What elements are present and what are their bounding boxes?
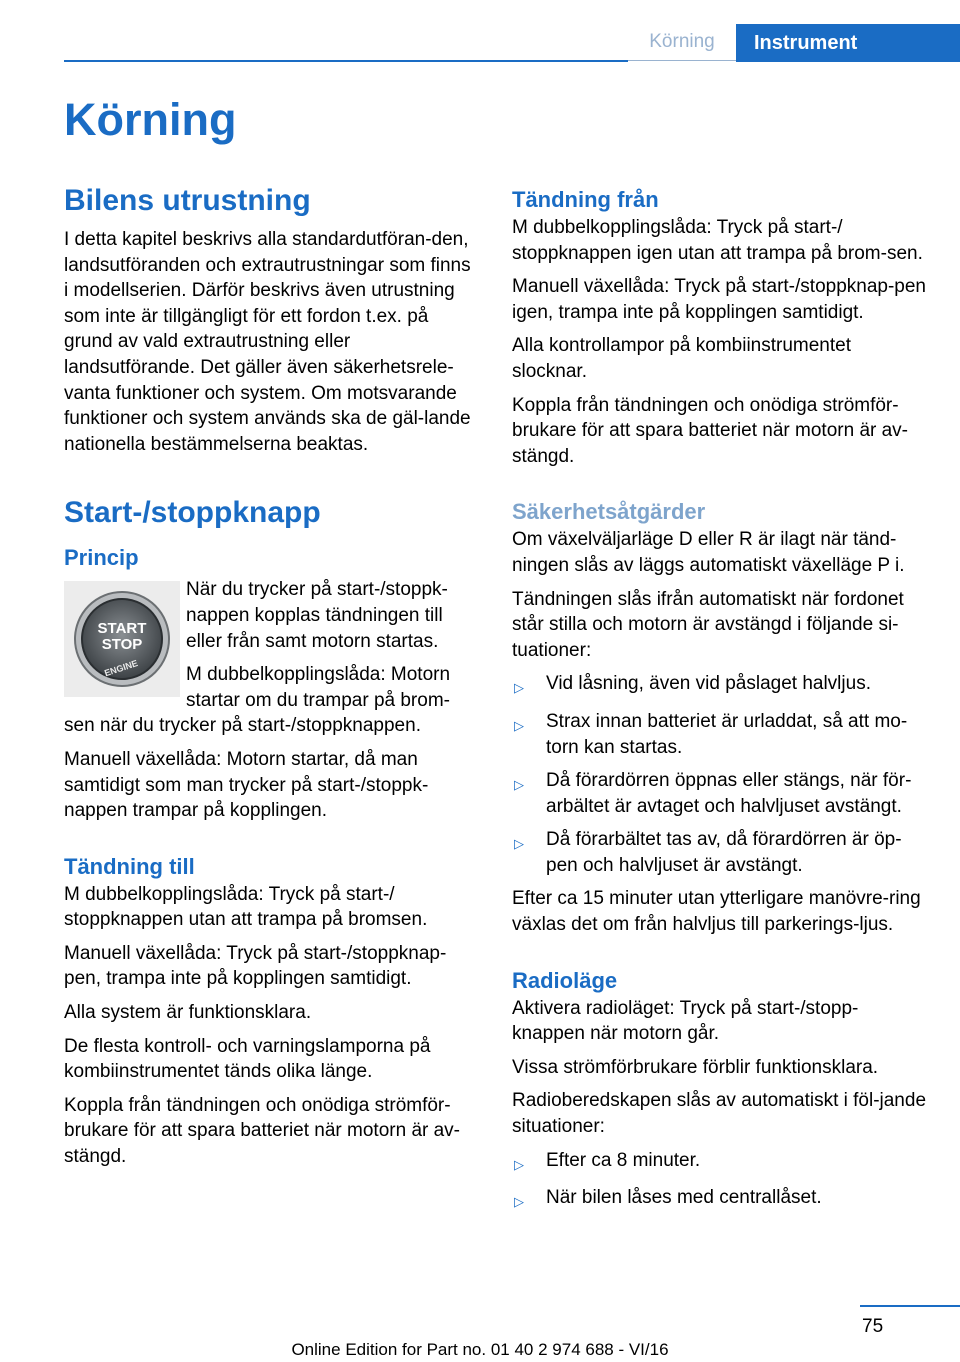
triangle-bullet-icon: ▷ (514, 1194, 524, 1210)
button-text-engine: ENGINE (103, 658, 140, 679)
list-item: ▷ Strax innan batteriet är urladdat, så att mo-torn kan startas. (512, 709, 928, 760)
paragraph: Manuell växellåda: Tryck på start-/stoppknap-pen igen, trampa inte på kopplingen samtidigt. (512, 276, 926, 323)
header-rule (64, 60, 628, 62)
header-tabs (628, 24, 960, 62)
paragraph: Aktivera radioläget: Tryck på start-/stopp-knappen när motorn går. (512, 997, 859, 1045)
list-item: ▷ Då förarbältet tas av, då förardörren är öp-pen och halvljuset är avstängt. (512, 827, 928, 878)
list-item: ▷ Efter ca 8 minuter. (512, 1148, 928, 1178)
subheading-sakerhet: Säkerhetsåtgärder (512, 499, 706, 525)
paragraph: Manuell växellåda: Tryck på start-/stoppknap-pen, trampa inte på kopplingen samtidigt. (64, 942, 447, 990)
paragraph: Vissa strömförbrukare förblir funktionsklara. (512, 1056, 879, 1078)
subheading-tandning-till: Tändning till (64, 853, 195, 879)
section-title-start-stop: Start-/stoppknapp (64, 496, 321, 530)
paragraph: M dubbelkopplingslåda: Tryck på start-/ stoppknappen igen utan att trampa på brom-sen. (512, 217, 923, 264)
tab-instrument[interactable]: Instrument (736, 24, 960, 62)
page-title: Körning (64, 94, 237, 145)
triangle-bullet-icon: ▷ (514, 1156, 524, 1172)
paragraph: M dubbelkopplingslåda: Tryck på start-/ stoppknappen utan att trampa på bromsen. (64, 883, 428, 931)
subheading-princip: Princip (64, 545, 139, 571)
paragraph: Manuell växellåda: Motorn startar, då man samtidigt som man trycker på start-/stoppk-nappen trampar på kopplingen. (64, 748, 429, 822)
paragraph: De flesta kontroll- och varningslamporna på kombiinstrumentet tänds olika länge. (64, 1035, 431, 1083)
triangle-bullet-icon: ▷ (514, 777, 524, 793)
list-item: ▷ Då förardörren öppnas eller stängs, när för-arbältet är avtaget och halvljuset avstängt. (512, 768, 928, 819)
button-text-stop: STOP (101, 636, 143, 654)
button-text-start: START (97, 620, 147, 638)
paragraph: Tändningen slås ifrån automatiskt när fordonet står stilla och motorn är avstängd i följande si-tuationer: (512, 588, 904, 661)
princip-block (64, 573, 480, 747)
tab-korning[interactable]: Körning (628, 24, 736, 61)
start-stop-button-icon (64, 581, 180, 697)
footer-edition: Online Edition for Part no. 01 40 2 974 688 - VI/16 (291, 1340, 669, 1359)
right-column (512, 185, 928, 1223)
bullet-list-sakerhet (512, 671, 928, 878)
subheading-radiolage: Radioläge (512, 967, 618, 993)
paragraph: I detta kapitel beskrivs alla standardutföran-den, landsutföranden och extrautrustningar som finns i modellserien. Därför beskrivs även utrustning som inte är tillgängligt för ett fordon t.ex. på grund av vald extrautrustning eller landsutförande. Det gäller även säkerhetsrele-vanta funktioner och system. Om motsvarande funktioner och system används ska de gäl-lande nationella bestämmelserna beaktas. (64, 229, 471, 455)
bullet-list-radio (512, 1148, 928, 1215)
triangle-bullet-icon: ▷ (514, 717, 524, 733)
paragraph: M dubbelkopplingslåda: Motorn startar om du trampar på brom-sen när du trycker på start-/stoppknappen. (64, 664, 451, 737)
list-item: ▷ När bilen låses med centrallåset. (512, 1185, 928, 1215)
page-number: 75 (862, 1316, 884, 1337)
triangle-bullet-icon: ▷ (514, 680, 524, 696)
footer-rule (860, 1305, 960, 1307)
paragraph: Radioberedskapen slås av automatiskt i föl-jande situationer: (512, 1090, 927, 1138)
subheading-tandning-fran: Tändning från (512, 187, 659, 212)
paragraph: Alla kontrollampor på kombiinstrumentet slocknar. (512, 335, 851, 382)
paragraph: Alla system är funktionsklara. (64, 1002, 312, 1024)
triangle-bullet-icon: ▷ (514, 836, 524, 852)
paragraph: Koppla från tändningen och onödiga strömför-brukare för att spara batteriet när motorn är av-stängd. (64, 1094, 461, 1168)
list-item: ▷ Vid låsning, även vid påslaget halvljus. (512, 671, 928, 701)
paragraph: Om växelväljarläge D eller R är ilagt när tänd-ningen slås av läggs automatiskt växelläge P i. (512, 529, 905, 576)
paragraph: Efter ca 15 minuter utan ytterligare manövre-ring växlas det om från halvljus till parkerings-ljus. (512, 888, 921, 936)
left-column (64, 183, 480, 1178)
paragraph: Koppla från tändningen och onödiga strömför-brukare för att spara batteriet när motorn är av-stängd. (512, 394, 909, 467)
section-title-equipment: Bilens utrustning (64, 184, 311, 217)
paragraph: När du trycker på start-/stoppk-nappen kopplas tändningen till eller från samt motorn startas. (186, 579, 448, 652)
